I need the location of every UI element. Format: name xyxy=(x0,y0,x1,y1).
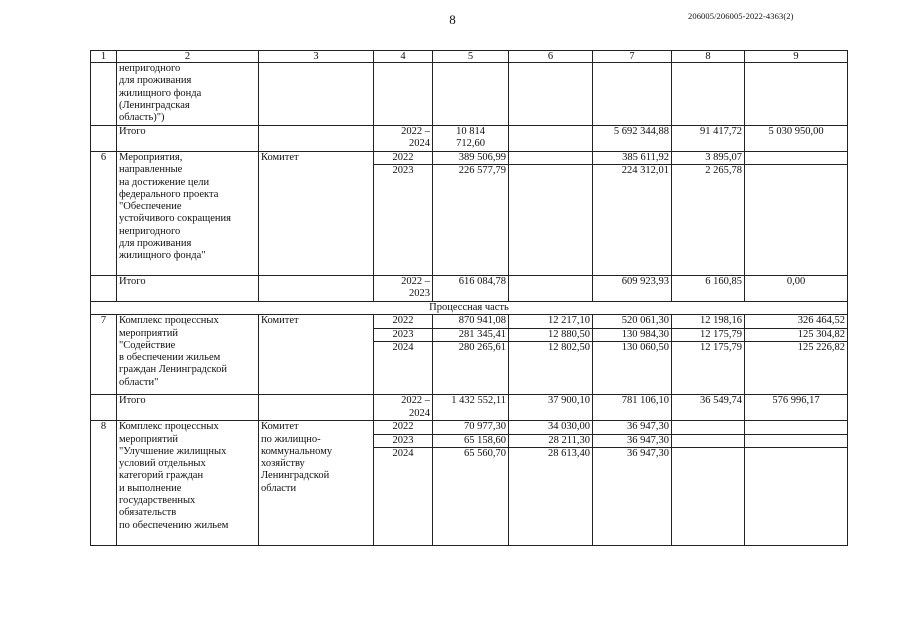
row-number: 7 xyxy=(91,315,117,395)
continuation-row xyxy=(91,63,848,126)
header-cell: 2 xyxy=(117,51,259,63)
amount-cell: 37 900,10 xyxy=(509,395,593,421)
amount-cell: 616 084,78 xyxy=(433,276,509,302)
amount-cell: 12 217,10 12 880,50 12 802,50 xyxy=(509,315,593,395)
amount-cell: 576 996,17 xyxy=(745,395,848,421)
amount-cell: 609 923,93 xyxy=(593,276,672,302)
year-cell: 2022 2023 2024 xyxy=(374,421,433,546)
year-cell: 2022 2023 2024 xyxy=(374,315,433,395)
amount-cell: 326 464,52 125 304,82 125 226,82 xyxy=(745,315,848,395)
budget-table xyxy=(90,50,848,546)
executor-cell: Комитет xyxy=(259,315,374,395)
amount-cell: 10 814 712,60 xyxy=(433,126,509,152)
amount-cell: 0,00 xyxy=(745,276,848,302)
amount-cell xyxy=(745,152,848,276)
amount-cell: 36 549,74 xyxy=(672,395,745,421)
total-label: Итого xyxy=(117,126,259,152)
amount-cell: 1 432 552,11 xyxy=(433,395,509,421)
amount-cell: 6 160,85 xyxy=(672,276,745,302)
amount-cell: 389 506,99 226 577,79 xyxy=(433,152,509,276)
document-id: 206005/206005-2022-4363(2) xyxy=(688,11,794,21)
amount-cell: 70 977,30 65 158,60 65 560,70 xyxy=(433,421,509,546)
amount-cell xyxy=(672,421,745,546)
measure-row xyxy=(91,152,848,276)
amount-cell: 781 106,10 xyxy=(593,395,672,421)
total-row xyxy=(91,276,848,302)
amount-cell xyxy=(745,421,848,546)
period-cell: 2022 – 2024 xyxy=(374,395,433,421)
executor-cell: Комитет по жилищно- коммунальному хозяйству Ленинградской области xyxy=(259,421,374,546)
period-cell: 2022 – 2023 xyxy=(374,276,433,302)
amount-cell xyxy=(509,152,593,276)
period-cell: 2022 – 2024 xyxy=(374,126,433,152)
amount-cell: 3 895,07 2 265,78 xyxy=(672,152,745,276)
amount-cell: 5 692 344,88 xyxy=(593,126,672,152)
measure-name: Комплекс процессных мероприятий "Содействие в обеспечении жильем граждан Ленинградской области" xyxy=(117,315,259,395)
section-row xyxy=(91,302,848,315)
total-row xyxy=(91,395,848,421)
amount-cell: 34 030,00 28 211,30 28 613,40 xyxy=(509,421,593,546)
measure-name: непригодного для проживания жилищного фонда (Ленинградская область)") xyxy=(117,63,259,126)
header-cell: 1 xyxy=(91,51,117,63)
total-row xyxy=(91,126,848,152)
measure-name: Комплекс процессных мероприятий "Улучшение жилищных условий отдельных категорий граждан и выполнение государственных обязательств по обеспечению жильем xyxy=(117,421,259,546)
total-label: Итого xyxy=(117,276,259,302)
amount-cell: 36 947,30 36 947,30 36 947,30 xyxy=(593,421,672,546)
amount-cell: 5 030 950,00 xyxy=(745,126,848,152)
measure-row xyxy=(91,421,848,546)
measure-name: Мероприятия, направленные на достижение цели федерального проекта "Обеспечение устойчивого сокращения непригодного для проживания жилищного фонда" xyxy=(117,152,259,276)
amount-cell: 520 061,30 130 984,30 130 060,50 xyxy=(593,315,672,395)
header-cell: 5 xyxy=(433,51,509,63)
amount-cell: 385 611,92 224 312,01 xyxy=(593,152,672,276)
row-number: 6 xyxy=(91,152,117,276)
amount-cell: 91 417,72 xyxy=(672,126,745,152)
header-cell: 4 xyxy=(374,51,433,63)
header-cell: 3 xyxy=(259,51,374,63)
section-title: Процессная часть xyxy=(91,302,848,315)
total-label: Итого xyxy=(117,395,259,421)
amount-cell: 12 198,16 12 175,79 12 175,79 xyxy=(672,315,745,395)
measure-row xyxy=(91,315,848,395)
row-number: 8 xyxy=(91,421,117,546)
amount-cell: 870 941,08 281 345,41 280 265,61 xyxy=(433,315,509,395)
header-cell: 9 xyxy=(745,51,848,63)
executor-cell: Комитет xyxy=(259,152,374,276)
header-cell: 6 xyxy=(509,51,593,63)
header-cell: 8 xyxy=(672,51,745,63)
page-number: 8 xyxy=(449,12,456,27)
year-cell: 2022 2023 xyxy=(374,152,433,276)
header-cell: 7 xyxy=(593,51,672,63)
header-row xyxy=(91,51,848,63)
